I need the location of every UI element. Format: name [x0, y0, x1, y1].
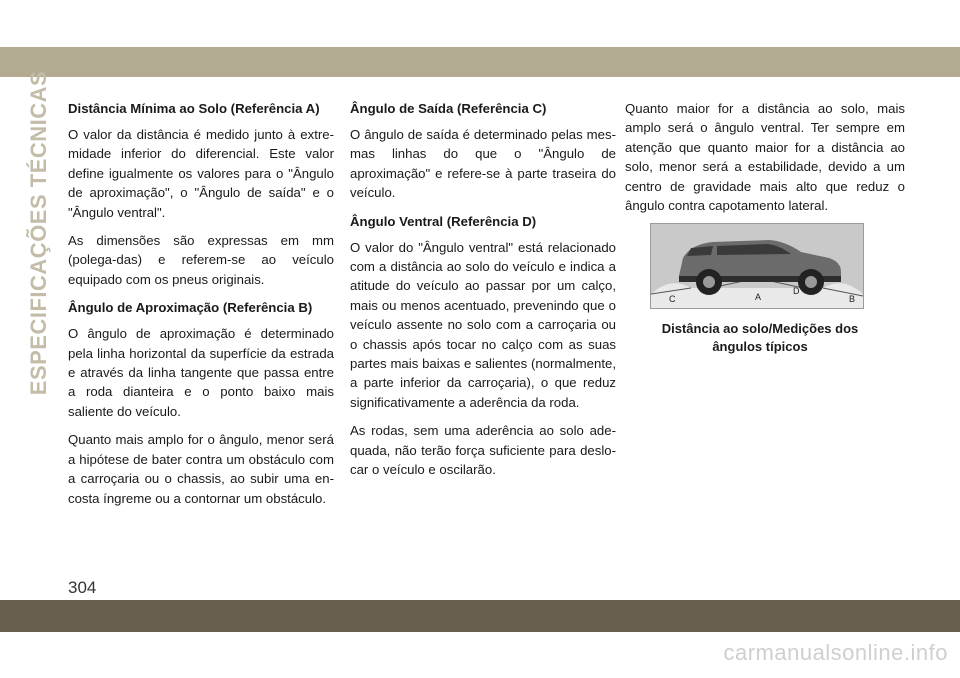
label-b: B — [849, 294, 856, 304]
heading-departure-angle: Ângulo de Saída (Referência C) — [350, 101, 547, 116]
figure-caption: Distância ao solo/Medições dos ângulos típicos — [661, 321, 859, 354]
paragraph: Quanto maior for a distância ao solo, mais amplo será o ângulo ventral. Ter sempre em atenção que quanto maior for a distância ao solo, menor será a estabilidade, devido a um centro de gravidade mais alto que reduz o ângulo contra capotamento lateral. — [625, 101, 905, 214]
header-band — [0, 47, 960, 77]
rear-window — [687, 246, 713, 256]
page-number: 304 — [68, 578, 97, 597]
rear-wheel-rim — [703, 276, 715, 288]
heading-approach-angle: Ângulo de Aproximação (Referência B) — [68, 300, 313, 316]
paragraph: O ângulo de aproximação é determinado pela linha horizontal da superfície da estrada e através da linha tangente que passa entre a roda dianteira e o ponto baixo mais saliente do veículo. — [68, 326, 334, 419]
watermark-text: carmanualsonline.info — [723, 640, 948, 665]
paragraph: O valor da distância é medido junto à extre-midade inferior do diferencial. Este valor define igualmente os valores para o "Ângulo de aproximação", o "Ângulo de saída" e o "Ângulo ventral". — [68, 127, 334, 220]
column-1 — [68, 99, 334, 517]
paragraph: As dimensões são expressas em mm (polega-das) e referem-se ao veículo equipado com os pneus originais. — [68, 233, 334, 287]
heading-min-ground-clearance: Distância Mínima ao Solo (Referência A) — [68, 101, 320, 116]
vehicle-angles-illustration — [650, 223, 864, 309]
label-c: C — [669, 294, 676, 304]
column-3 — [625, 99, 905, 224]
paragraph: As rodas, sem uma aderência ao solo ade-quada, não terão força suficiente para deslo-car o veículo e oscilarão. — [350, 423, 616, 478]
label-a: A — [755, 292, 762, 302]
heading-ramp-angle: Ângulo Ventral (Referência D) — [350, 213, 537, 229]
footer-band — [0, 600, 960, 632]
paragraph: Quanto mais amplo for o ângulo, menor será a hipótese de bater contra um obstáculo com a carroçaria ou o chassis, ao subir uma en-costa íngreme ou a contornar um obstáculo. — [68, 432, 334, 506]
column-2 — [350, 99, 616, 489]
label-d: D — [793, 286, 800, 296]
front-wheel-rim — [805, 276, 817, 288]
section-side-title: ESPECIFICAÇÕES TÉCNICAS — [26, 70, 51, 396]
paragraph: O valor do "Ângulo ventral" está relacionado com a distância ao solo do veículo e indica a atitude do veículo ao passar por um calço, mais ou menos acentuado, prevenindo que o veículo assente no solo com a carroçaria ou o chassis após tocar no calço com as suas partes mais baixas e salientes (normalmente, a parte inferior da carroçaria), o que reduz significativamente a aderência da roda. — [350, 239, 616, 410]
paragraph: O ângulo de saída é determinado pelas mes-mas linhas do que o "Ângulo de aproximação" e refere-se à parte traseira do veículo. — [350, 127, 616, 201]
vehicle-angles-diagram — [651, 224, 863, 308]
